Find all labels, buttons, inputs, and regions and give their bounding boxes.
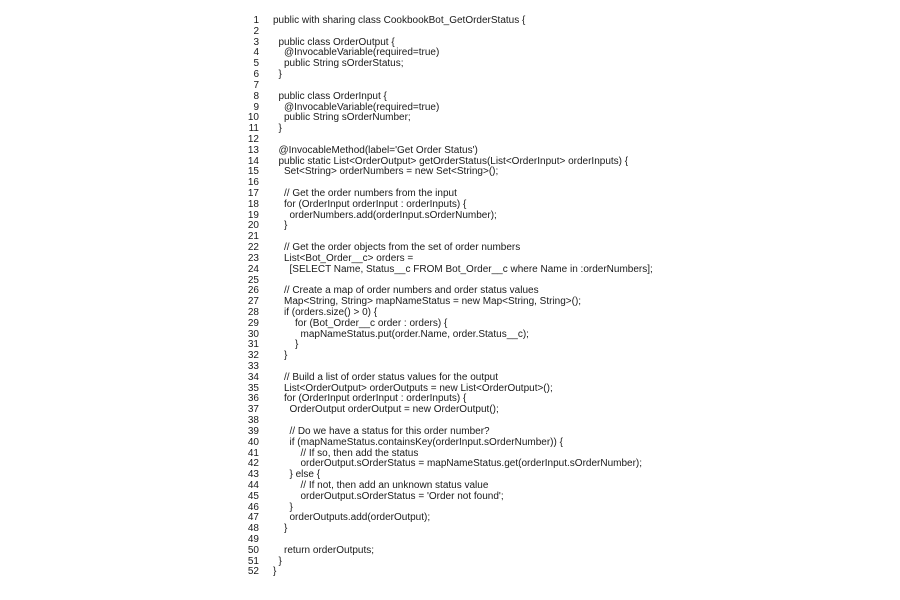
code-line <box>0 330 900 341</box>
line-number: 37 <box>247 404 259 416</box>
code-line <box>0 373 900 384</box>
line-number: 45 <box>247 490 259 502</box>
line-number: 7 <box>253 79 259 91</box>
code-line <box>0 27 900 38</box>
code-text: orderNumbers.add(orderInput.sOrderNumber); <box>289 209 497 221</box>
code-line <box>0 351 900 362</box>
code-text: for (OrderInput orderInput : orderInputs) { <box>284 393 467 405</box>
code-line <box>0 546 900 557</box>
line-number: 21 <box>247 231 259 243</box>
code-line <box>0 503 900 514</box>
code-line <box>0 200 900 211</box>
code-line <box>0 567 900 578</box>
line-number: 35 <box>247 382 259 394</box>
code-text: List<OrderOutput> orderOutputs = new List<OrderOutput>(); <box>284 382 553 394</box>
code-text: orderOutputs.add(orderOutput); <box>289 512 431 524</box>
code-text: } <box>284 523 288 535</box>
code-text: } else { <box>289 469 321 481</box>
line-number: 12 <box>247 133 259 145</box>
code-text: public class OrderInput { <box>278 90 387 102</box>
code-line <box>0 535 900 546</box>
line-number: 11 <box>248 123 259 135</box>
code-text: [SELECT Name, Status__c FROM Bot_Order__c where Name in :orderNumbers]; <box>289 263 653 275</box>
code-line <box>0 340 900 351</box>
line-number: 52 <box>247 566 259 578</box>
code-text: mapNameStatus.put(order.Name, order.Status__c); <box>300 328 529 340</box>
line-number: 32 <box>247 350 259 362</box>
line-number: 36 <box>247 393 259 405</box>
code-line <box>0 81 900 92</box>
code-text: // Do we have a status for this order number? <box>289 425 490 437</box>
line-number: 34 <box>247 371 259 383</box>
line-number: 43 <box>247 469 259 481</box>
code-text: } <box>278 69 282 81</box>
code-text: @InvocableMethod(label='Get Order Status') <box>278 144 478 156</box>
line-number: 40 <box>247 436 259 448</box>
code-text: OrderOutput orderOutput = new OrderOutput(); <box>289 404 499 416</box>
code-line <box>0 297 900 308</box>
code-text: orderOutput.sOrderStatus = mapNameStatus.get(orderInput.sOrderNumber); <box>300 458 643 470</box>
line-number: 51 <box>247 555 259 567</box>
code-line <box>0 16 900 27</box>
line-number: 5 <box>253 58 259 70</box>
code-text: } <box>273 566 277 578</box>
code-text: List<Bot_Order__c> orders = <box>284 252 414 264</box>
code-text: if (orders.size() > 0) { <box>284 306 378 318</box>
code-line <box>0 243 900 254</box>
code-text: Set<String> orderNumbers = new Set<String>(); <box>284 166 499 178</box>
line-number: 41 <box>247 447 259 459</box>
code-text: // Create a map of order numbers and order status values <box>284 285 539 297</box>
line-number: 28 <box>247 306 259 318</box>
code-line <box>0 124 900 135</box>
code-line <box>0 113 900 124</box>
line-number: 47 <box>247 512 259 524</box>
line-number: 4 <box>253 47 259 59</box>
line-number: 22 <box>247 242 259 254</box>
code-line <box>0 221 900 232</box>
line-number: 10 <box>247 112 259 124</box>
line-number: 46 <box>247 501 259 513</box>
code-text: public static List<OrderOutput> getOrderStatus(List<OrderInput> orderInputs) { <box>278 155 629 167</box>
code-text: // Get the order objects from the set of order numbers <box>284 242 521 254</box>
line-number: 20 <box>247 220 259 232</box>
code-text: } <box>278 555 282 567</box>
code-text: for (OrderInput orderInput : orderInputs) { <box>284 198 467 210</box>
line-number: 16 <box>247 177 259 189</box>
code-text: @InvocableVariable(required=true) <box>284 101 440 113</box>
line-number: 39 <box>247 425 259 437</box>
line-number: 24 <box>247 263 259 275</box>
code-text: public String sOrderNumber; <box>284 112 411 124</box>
code-text: // If not, then add an unknown status value <box>300 479 489 491</box>
line-number: 29 <box>247 317 259 329</box>
code-text: Map<String, String> mapNameStatus = new Map<String, String>(); <box>284 296 582 308</box>
code-text: } <box>295 339 299 351</box>
code-text: } <box>278 123 282 135</box>
line-number: 26 <box>247 285 259 297</box>
line-number: 38 <box>247 415 259 427</box>
line-number: 1 <box>253 15 259 26</box>
code-line <box>0 513 900 524</box>
code-listing <box>0 16 900 578</box>
line-number: 8 <box>253 90 259 102</box>
line-number: 19 <box>247 209 259 221</box>
line-number: 27 <box>247 296 259 308</box>
line-number: 15 <box>247 166 259 178</box>
code-line <box>0 438 900 449</box>
line-number: 3 <box>253 36 259 48</box>
code-text: } <box>289 501 293 513</box>
code-text: } <box>284 350 288 362</box>
code-text: } <box>284 220 288 232</box>
line-number: 42 <box>247 458 259 470</box>
line-number: 33 <box>247 361 259 372</box>
code-text: // Build a list of order status values for the output <box>284 371 499 383</box>
code-line <box>0 48 900 59</box>
line-number: 17 <box>247 188 259 199</box>
line-number: 30 <box>247 328 259 340</box>
code-line <box>0 459 900 470</box>
code-text: public class OrderOutput { <box>278 36 395 48</box>
line-number: 13 <box>247 144 259 156</box>
line-number: 50 <box>247 544 259 556</box>
line-number: 48 <box>247 523 259 535</box>
line-number: 18 <box>247 198 259 210</box>
code-text: if (mapNameStatus.containsKey(orderInput.sOrderNumber)) { <box>289 436 563 448</box>
code-text: for (Bot_Order__c order : orders) { <box>295 317 448 329</box>
code-text: return orderOutputs; <box>284 544 375 556</box>
line-number: 23 <box>247 252 259 264</box>
code-line <box>0 319 900 330</box>
code-line <box>0 211 900 222</box>
line-number: 6 <box>253 69 259 81</box>
code-text: // Get the order numbers from the input <box>284 188 457 199</box>
line-number: 9 <box>253 101 259 113</box>
line-number: 31 <box>247 339 259 351</box>
code-line <box>0 492 900 503</box>
code-line <box>0 70 900 81</box>
line-number: 2 <box>253 25 259 37</box>
code-text: public String sOrderStatus; <box>284 58 404 70</box>
code-text: @InvocableVariable(required=true) <box>284 47 440 59</box>
code-line <box>0 92 900 103</box>
line-number: 25 <box>247 274 259 286</box>
code-line <box>0 38 900 49</box>
code-text: // If so, then add the status <box>300 447 419 459</box>
code-line <box>0 146 900 157</box>
code-text: public with sharing class CookbookBot_GetOrderStatus { <box>273 15 526 26</box>
code-line <box>0 405 900 416</box>
code-line <box>0 557 900 568</box>
code-line <box>0 167 900 178</box>
line-number: 49 <box>247 534 259 545</box>
line-number: 44 <box>247 479 259 491</box>
code-line <box>0 103 900 114</box>
code-line <box>0 59 900 70</box>
code-line <box>0 524 900 535</box>
code-text: orderOutput.sOrderStatus = 'Order not found'; <box>300 490 504 502</box>
code-line <box>0 308 900 319</box>
code-line <box>0 265 900 276</box>
line-number: 14 <box>247 155 259 167</box>
